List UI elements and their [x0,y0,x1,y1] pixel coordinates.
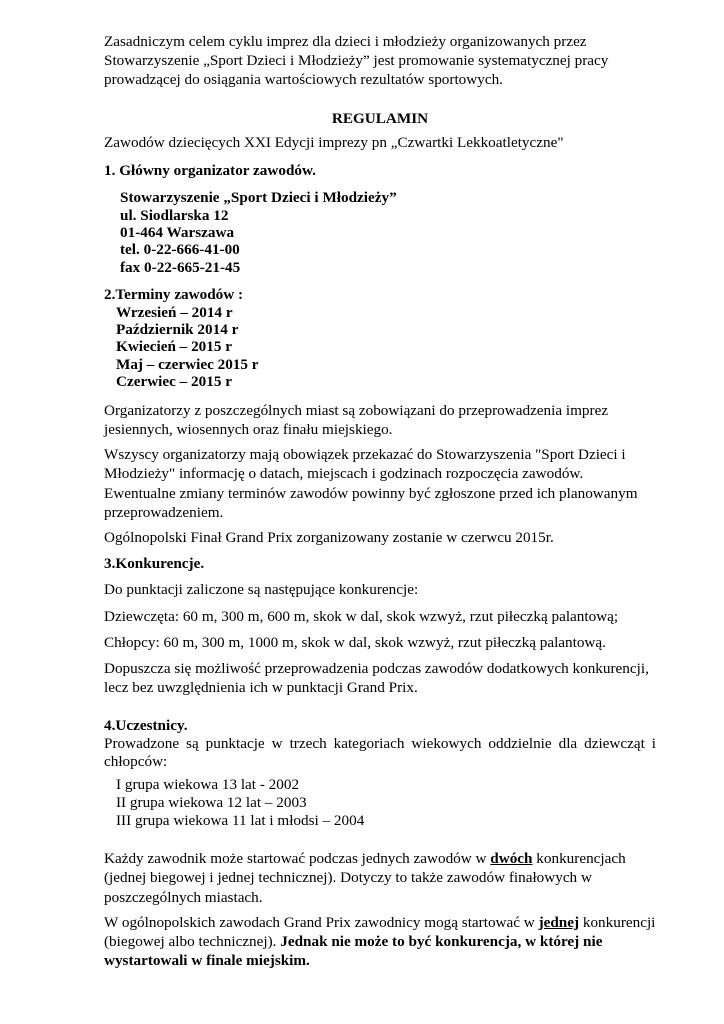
section-4-paragraph-2 [104,849,656,907]
date-item: Październik 2014 r [116,321,239,339]
date-item: Kwiecień – 2015 r [116,338,232,356]
age-group-item: III grupa wiekowa 11 lat i młodsi – 2004 [116,811,365,829]
p2-text-a: Każdy zawodnik może startować podczas jednych zawodów w [104,850,491,868]
section-3-paragraph-1: Do punktacji zaliczone są następujące konkurencje: [104,581,419,599]
section-1-heading: 1. Główny organizator zawodów. [104,162,316,180]
document-title: REGULAMIN [331,109,429,127]
p3-bold-note: Jednak nie może to być konkurencja, w której nie wystartowali w finale miejskim. [104,932,603,970]
section-4-heading: 4.Uczestnicy. [104,717,188,735]
section-2-paragraph-2: Wszyscy organizatorzy mają obowiązek przekazać do Stowarzyszenia "Sport Dzieci i Młodzieży" informację o datach, miejscach i godzinach rozpoczęcia zawodów. Ewentualne zmiany terminów zawodów powinny być zgłoszone przed ich planowanym przeprowadzeniem. [104,446,638,521]
intro-paragraph: Zasadniczym celem cyklu imprez dla dzieci i młodzieży organizowanych przez Stowarzyszenie „Sport Dzieci i Młodzieży” jest promowanie systematycznej pracy prowadzącej do osiągania wartościowych rezultatów sportowych. [104,33,609,89]
p2-emphasis: dwóch [490,850,533,868]
organizer-fax: fax 0-22-665-21-45 [120,258,241,276]
p3-text-b: konkurencji (biegowej albo technicznej). [104,913,656,950]
date-item: Czerwiec – 2015 r [116,373,232,391]
section-4-paragraph-1: Prowadzone są punktacje w trzech kategoriach wiekowych oddzielnie dla dziewcząt i chłopców: [104,735,656,771]
section-3-paragraph-4: Dopuszcza się możliwość przeprowadzenia podczas zawodów dodatkowych konkurencji, lecz bez uwzględnienia ich w punktacji Grand Prix. [104,659,649,697]
p2-text-b: konkurencjach (jednej biegowej i jednej technicznej). Dotyczy to także zawodów finałowych w poszczególnych miastach. [104,850,626,906]
document-subtitle: Zawodów dziecięcych XXI Edycji imprezy pn „Czwartki Lekkoatletyczne" [104,133,564,151]
section-3-girls: Dziewczęta: 60 m, 300 m, 600 m, skok w dal, skok wzwyż, rzut piłeczką palantową; [104,607,619,625]
date-item: Maj – czerwiec 2015 r [116,355,259,373]
section-3-heading: 3.Konkurencje. [104,555,205,573]
document-page [104,32,656,970]
event-dates [104,304,656,391]
age-group-item: I grupa wiekowa 13 lat - 2002 [116,776,300,794]
section-2-paragraph-3: Ogólnopolski Finał Grand Prix zorganizowany zostanie w czerwcu 2015r. [104,528,554,546]
age-group-item: II grupa wiekowa 12 lat – 2003 [116,793,307,811]
p3-text-a: W ogólnopolskich zawodach Grand Prix zawodnicy mogą startować w [104,913,539,931]
organizer-name: Stowarzyszenie „Sport Dzieci i Młodzieży” [120,189,397,207]
age-groups [104,776,656,829]
section-4-paragraph-3 [104,913,656,971]
section-2-heading: 2.Terminy zawodów : [104,286,244,304]
section-3-boys: Chłopcy: 60 m, 300 m, 1000 m, skok w dal, skok wzwyż, rzut piłeczką palantową. [104,633,606,651]
organizer-address [104,189,656,276]
section-2-paragraph-1: Organizatorzy z poszczególnych miast są zobowiązani do przeprowadzenia imprez jesiennych, wiosennych oraz finału miejskiego. [104,401,609,438]
organizer-phone: tel. 0-22-666-41-00 [120,241,240,259]
p3-emphasis: jednej [538,913,580,931]
organizer-city: 01-464 Warszawa [120,224,235,242]
date-item: Wrzesień – 2014 r [116,303,233,321]
organizer-street: ul. Siodlarska 12 [120,206,229,224]
